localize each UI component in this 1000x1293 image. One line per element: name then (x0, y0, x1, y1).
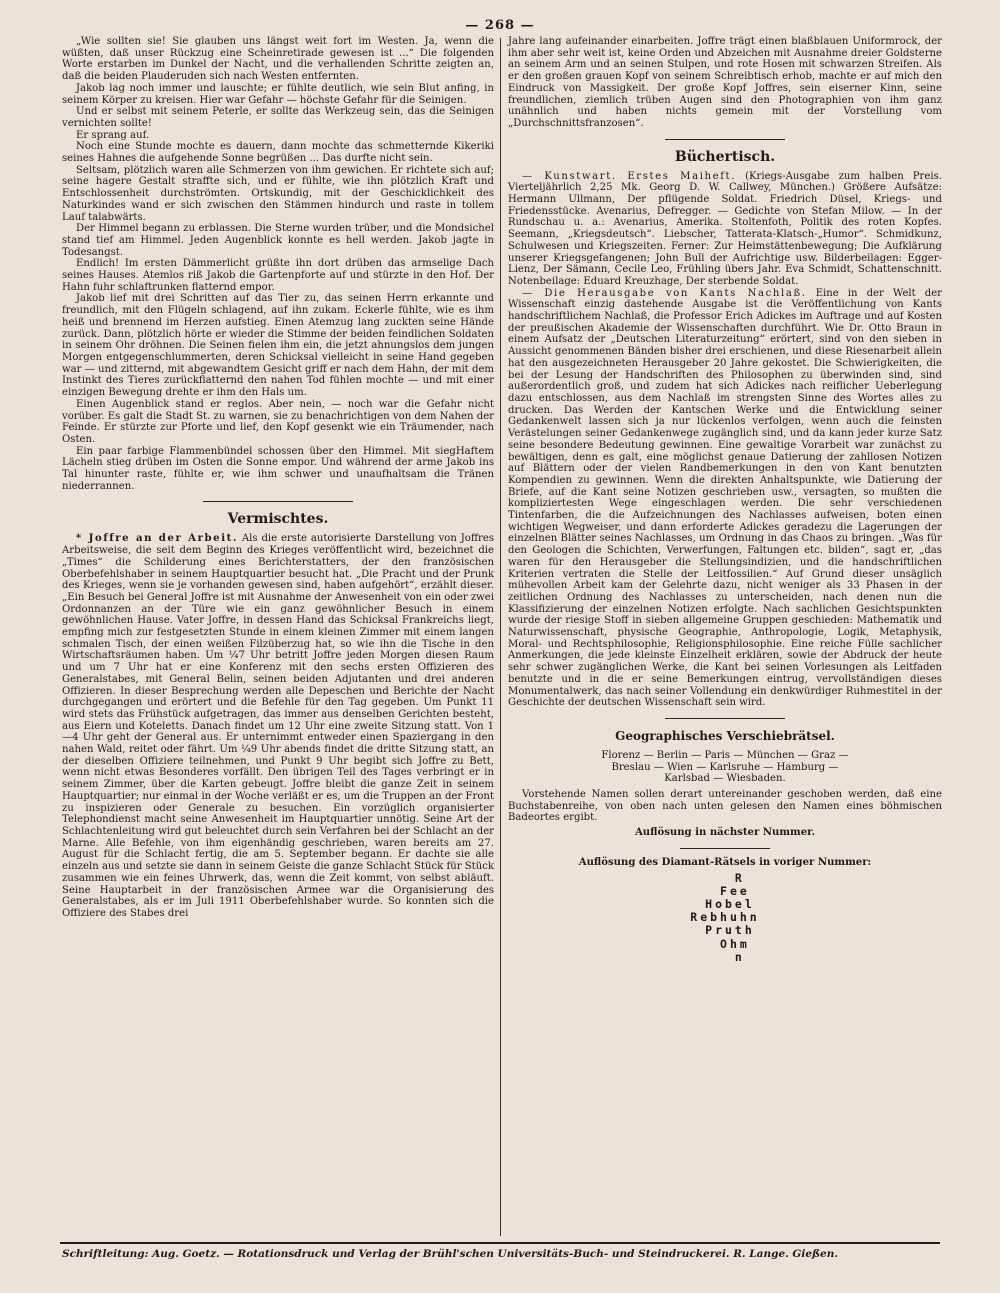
entry-body: Eine in der Welt der Wissenschaft einzig dastehende Ausgabe ist die Veröffentlichung von Kants handschriftlichem Nachlaß, die Professor Erich Adickes im Auftrage und auf Kosten der preußischen Akademie der Wissenschaften durchführt. Wie Dr. Otto Braun in einem Aufsatz der „Deutschen Literaturzeitung“ erörtert, sind von den sieben in Aussicht genommenen Bänden bisher drei erschienen, und diese Riesenarbeit allein hat den ausgezeichneten Herausgeber 20 Jahre gekostet. Die Schwierigkeiten, die bei der Lesung der Handschriften des Philosophen zu überwinden sind, sind außerordentlich groß, und zudem hat sich Adickes nach reiflicher Ueberlegung dazu entschlossen, aus dem Nachlaß im strengsten Sinne des Wortes alles zu drucken. Das Werden der Kantschen Werke und die Entwicklung seiner Gedankenwelt lassen sich ja nur lückenlos verfolgen, wenn auch die feinsten Verästelungen seiner Gedankenwege zugänglich sind, und da kann jeder kurze Satz seine besondere Bedeutung gewinnen. Eine gewaltige Vorarbeit war zunächst zu bewältigen, denn es galt, eine möglichst genaue Datierung der zahllosen Notizen auf Blättern oder der vielen Randbemerkungen in den von Kant benutzten Kompendien zu gewinnen. Wenn die direkten Anhaltspunkte, wie Datierung der Briefe, auf die Kant seine Notizen geschrieben usw., versagten, so mußten die kompliziertesten Wege eingeschlagen werden. Die sehr verschiedenen Tintenfarben, die die Aufzeichnungen des Nachlasses aufweisen, boten einen wichtigen Wegweiser, und dann erforderte Adickes geradezu die Lagerungen der einzelnen Blätter seines Nachlasses, um Ordnung in das Chaos zu bringen. „Was für den Geologen die Schichten, Verwerfungen, Faltungen etc. bilden“, sagt er, „das waren für den Herausgeber die Stellungsindizien, und die handschriftlichen Kriterien vertraten die Stelle der Leitfossilien.“ Auf Grund dieser unsäglich mühevollen Arbeit kam der Gelehrte dazu, nicht weniger als 33 Phasen in der zeitlichen Ordnung des Nachlasses zu unterscheiden, nach denen nun die Klassifizierung der einzelnen Notizen erfolgte. Nach sachlichen Gesichtspunkten wurde der riesige Stoff in sieben allgemeine Gruppen geschieden: Mathematik und Naturwissenschaft, physische Geographie, Anthropologie, Logik, Metaphysik, Moral- und Rechtsphilosophie, Religionsphilosophie. Eine reiche Fülle sachlicher Anmerkungen, die jede kleinste Einzelheit erklären, sowie der Abdruck der heute sehr schwer zugänglichen Werke, die Kant bei seinen Vorlesungen als Leitfaden benutzte und in die er seine Bemerkungen eintrug, vervollständigen dieses Monumentalwerk, das nach seiner Vollendung ein denkwürdiger Ruhmestitel in der Geschichte der deutschen Wissenschaft sein wird. (508, 287, 943, 709)
diamond-row: n (705, 949, 745, 964)
section-divider (680, 848, 770, 849)
section-divider (665, 139, 785, 140)
column-rule (500, 38, 501, 1236)
footer-rule (60, 1242, 940, 1244)
puzzle-line: Karlsbad — Wiesbaden. (664, 773, 786, 785)
diamond-heading: Auflösung des Diamant-Rätsels in voriger Nummer: (578, 856, 872, 868)
section-divider (665, 718, 785, 719)
puzzle-line: Breslau — Wien — Karlsruhe — Hamburg — (611, 761, 839, 773)
article-lead: * Joffre an der Arbeit. (76, 533, 239, 545)
diamond-solution (508, 872, 942, 964)
paragraph: Endlich! Im ersten Dämmerlicht grüßte ihn dort drüben das armselige Dach seines Hauses. Atemlos riß Jakob die Gartenpforte auf und stürzte in den Hof. Der Hahn fuhr schlaftrunken flatternd empor. (62, 258, 494, 293)
paragraph: Er sprang auf. (76, 129, 150, 141)
diamond-row: Rebhuhn (690, 910, 760, 925)
story-text (62, 36, 494, 492)
puzzle-instructions: Vorstehende Namen sollen derart untereinander geschoben werden, daß eine Buchstabenreihe, von oben nach unten gelesen den Namen eines böhmischen Badeortes ergibt. (508, 789, 942, 824)
entry-lead: — Kunstwart. Erstes Maiheft. (522, 170, 737, 182)
puzzle-line: Florenz — Berlin — Paris — München — Graz — (601, 749, 849, 761)
paragraph: Einen Augenblick stand er reglos. Aber nein, — noch war die Gefahr nicht vorüber. Es galt die Stadt St. zu warnen, sie zu benachrichtigen von dem Nahen der Feinde. Er stürzte zur Pforte und lief, den Kopf gesenkt wie ein Träumender, nach Osten. (62, 398, 494, 445)
paragraph: Jakob lief mit drei Schritten auf das Tier zu, das seinen Herrn erkannte und freundlich, mit den Flügeln schlagend, auf ihn zukam. Eckerle fühlte, wie es ihm heiß und brennend im Herzen aufstieg. Einen Atemzug lang zuckten seine Hände zurück. Dann, plötzlich hörte er wieder die Stimme der beiden feindlichen Soldaten in seinem Ohr dröhnen. Die Seinen fielen ihm ein, die jetzt ahnungslos dem jungen Morgen entgegenschlummerten, deren Schicksal vielleicht in seine Hand gegeben war — und zitternd, mit abgewandtem Gesicht griff er nach dem Hahn, der mit dem Instinkt des Tieres zurückflatternd den nahen Tod fühlen mochte — und mit einer einzigen Bewegung drehte er ihm den Hals um. (62, 293, 494, 399)
puzzle-heading: Geographisches Verschiebrätsel. (615, 728, 835, 743)
article-body: Als die erste autorisierte Darstellung von Joffres Arbeitsweise, die seit dem Beginn des Krieges veröffentlicht wird, bezeichnet die „Times“ die Schilderung eines Berichterstatters, der den französischen Oberbefehlshaber in seinem Hauptquartier besucht hat. „Die Pracht und der Prunk des Krieges, wenn sie je vorhanden gewesen sind, haben aufgehört“, erzählt dieser. „Ein Besuch bei General Joffre ist mit Ausnahme der Anwesenheit von ein oder zwei Ordonnanzen an der Türe wie ein ganz gewöhnlicher Besuch in einem gewöhnlichen Hause. Vater Joffre, in dessen Hand das Schicksal Frankreichs liegt, empfing mich zur festgesetzten Stunde in einem kleinen Zimmer mit einem langen schmalen Tisch, der einen weißen Filzüberzug hat, so wie ihn die Tische in den Wirtschaftsräumen haben. Um ¼7 Uhr betritt Joffre jeden Morgen diesen Raum und um 7 Uhr hat er eine Konferenz mit den sechs ersten Offizieren des Generalstabes, mit General Belin, seinen beiden Adjutanten und drei anderen Offizieren. In dieser Besprechung werden alle Depeschen und Berichte der Nacht durchgegangen und erörtert und die Befehle für den Tag gegeben. Um Punkt 11 wird stets das Frühstück aufgetragen, das immer aus denselben Gerichten besteht, aus Eiern und Koteletts. Danach findet um 12 Uhr eine zweite Sitzung statt. Von 1—4 Uhr geht der General aus. Er unternimmt entweder einen Spaziergang in den nahen Wald, reitet oder fährt. Um ¼9 Uhr abends findet die dritte Sitzung statt, an der dieselben Offiziere teilnehmen, und Punkt 9 Uhr begibt sich Joffre zu Bett, wenn nicht etwas Besonderes vorfällt. Den übrigen Teil des Tages verbringt er in seinem Zimmer, über die Karten gebeugt. Joffre bleibt die ganze Zeit in seinem Hauptquartier; nur einmal in der Woche verläßt er es, um die Truppen an der Front zu inspizieren oder Generale zu besuchen. Ein vorzüglich organisierter Telephondienst macht seine Anwesenheit im Hauptquartier unnötig. Seine Art der Schlachtenleitung wird gut beleuchtet durch sein Verfahren bei der Schlacht an der Marne. Alle Befehle, von ihm eigenhändig geschrieben, waren bereits am 27. August für die Schlacht fertig, die am 5. September begann. Er dachte sie alle einzeln aus und setzte sie dann in seinem Geiste die ganze Schlacht Stück für Stück zusammen wie ein feines Uhrwerk, das, wenn die Zeit kommt, von selbst abläuft. Seine Hauptarbeit in der französischen Armee war die Organisierung des Generalstabes, als er im Juli 1911 Oberbefehlshaber wurde. So konnten sich die Offiziere des Stabes drei (62, 533, 495, 919)
vermischtes-article (62, 533, 494, 919)
diamond-row: R (705, 870, 745, 885)
entry-lead: — Die Herausgabe von Kants Nachlaß. (522, 287, 807, 299)
diamond-row: Pruth (695, 923, 755, 938)
paragraph: Der Himmel begann zu erblassen. Die Sterne wurden trüber, und die Mondsichel stand tief am Himmel. Jeden Augenblick konnte es hell werden. Jakob jagte in Todesangst. (62, 223, 494, 258)
kunstwart-entry (508, 171, 942, 288)
puzzle-word-list (508, 750, 942, 785)
diamond-row: Ohm (700, 936, 750, 951)
paragraph: Noch eine Stunde mochte es dauern, dann mochte das schmetternde Kikeriki seines Hahnes die aufgehende Sonne begrüßen ... Das durfte nicht sein. (62, 141, 494, 165)
imprint-footer: Schriftleitung: Aug. Goetz. — Rotationsdruck und Verlag der Brühl'schen Universitäts-Buch- und Steindruckerei. R. Lange. Gießen. (62, 1248, 839, 1260)
paragraph: Und er selbst mit seinem Peterle, er sollte das Werkzeug sein, das die Seinigen vernichten sollte! (62, 106, 494, 129)
paragraph: Ein paar farbige Flammenbündel schossen über den Himmel. Mit siegHaftem Lächeln stieg drüben im Osten die Sonne empor. Und während der arme Jakob ins Tal hinunter raste, fühlte er, wie ihm schwer und unaufhaltsam die Tränen niederrannen. (62, 445, 494, 492)
kant-entry (508, 288, 942, 709)
buechertisch-heading: Büchertisch. (674, 148, 776, 165)
section-divider (203, 501, 353, 502)
vermischtes-heading: Vermischtes. (227, 511, 329, 528)
right-column (508, 36, 942, 964)
paragraph: „Wie sollten sie! Sie glauben uns längst weit fort im Westen. Ja, wenn die wüßten, daß unser Rückzug eine Scheinretirade gewesen ist ...“ Die folgenden Worte erstarben im Dunkel der Nacht, und die verhallenden Schritte zeigten an, daß die beiden Plauderuden sich nach Westen entfernten. (62, 36, 494, 83)
paragraph: Seltsam, plötzlich waren alle Schmerzen von ihm gewichen. Er richtete sich auf; seine hagere Gestalt straffte sich, und er fühlte, wie ihn plötzlich Kraft und Entschlossenheit durchströmten. Ortskundig, mit der Geschicklichkeit des Naturkindes wand er sich zwischen den Stämmen hindurch und raste in tollem Lauf talabwärts. (62, 164, 494, 223)
entry-body: (Kriegs-Ausgabe zum halben Preis. Vierteljährlich 2,25 Mk. Georg D. W. Callwey, München.) Größere Aufsätze: Hermann Ullmann, Der pflügende Soldat. Friedrich Düsel, Kriegs- und Friedensstücke. Avenarius, Defregger. — Gedichte von Stefan Milow. — In der Rundschau u. a.: Avenarius, Amerika. Stoltenfoth, Politik des roten Kopfes. Seemann, „Kriegsdeutsch“. Liebscher, Tatterata-Klatsch-„Humor“. Schmidkunz, Schulwesen und Kriegszeiten. Ferner: Zur Heimstättenbewegung; Die Aufklärung unserer Kriegsgefangenen; John Bull der Aufrichtige usw. Bilderbeilagen: Egger-Lienz, Der Sämann, Cecile Leo, Frühling übers Jahr. Eva Schmidt, Schattenschnitt. Notenbeilage: Eduard Kreuzhage, Der sterbende Soldat. (508, 170, 942, 287)
left-column (62, 36, 494, 920)
paragraph: Jakob lag noch immer und lauschte; er fühlte deutlich, wie sein Blut anfing, in seinem Körper zu kreisen. Hier war Gefahr — höchste Gefahr für die Seinigen. (62, 82, 494, 106)
page-number: — 268 — (465, 18, 535, 33)
diamond-row: Fee (700, 883, 750, 898)
puzzle-solution-note: Auflösung in nächster Nummer. (634, 827, 816, 839)
article-continuation: Jahre lang aufeinander einarbeiten. Joffre trägt einen blaßblauen Uniformrock, der ihm aber sehr weit ist, keine Orden und Abzeichen mit Ausnahme dreier Goldsterne an seinem Arm und an seinen Stulpen, und rote Hosen mit schwarzen Streifen. Als er den großen grauen Kopf von seinem Schreibtisch erhob, machte er auf mich den Eindruck von Massigkeit. Der große Kopf Joffres, sein eiserner Kinn, seine freundlichen, ziemlich trüben Augen sind den Photographien von ihm ganz unähnlich und haben nichts gemein mit der Vorstellung vom „Durchschnittsfranzosen“. (508, 36, 942, 129)
diamond-row: Hobel (695, 897, 755, 911)
